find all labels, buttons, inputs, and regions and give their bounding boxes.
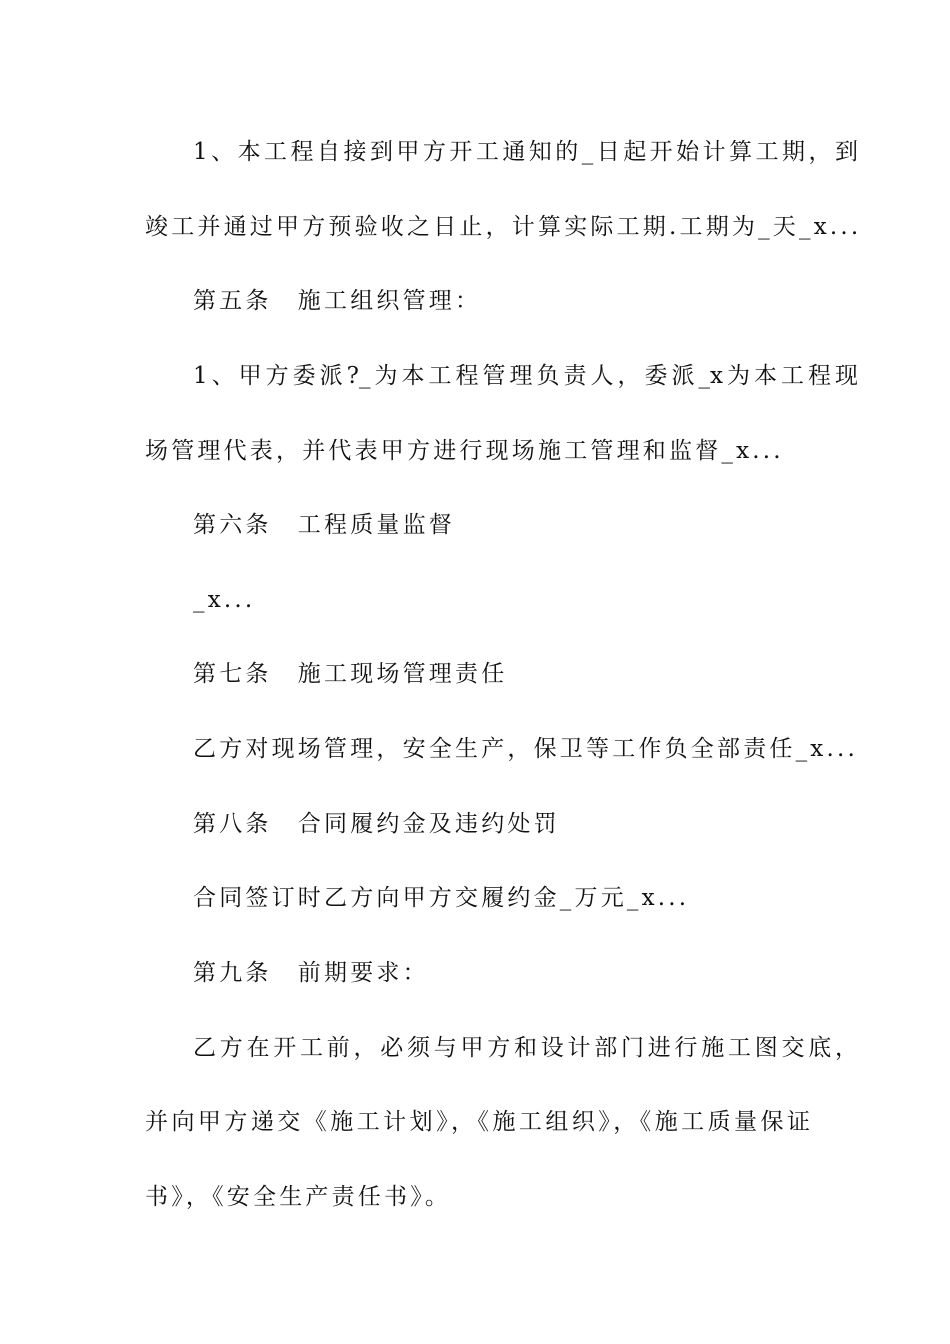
paragraph-line: _x... xyxy=(193,587,256,613)
paragraph-line: 1、甲方委派?_为本工程管理负责人，委派_x为本工程现 xyxy=(193,363,858,389)
paragraph-line: 书》，《安全生产责任书》。 xyxy=(145,1184,452,1210)
paragraph-line: 乙方在开工前，必须与甲方和设计部门进行施工图交底， xyxy=(193,1035,858,1061)
article-heading: 第八条 合同履约金及违约处罚 xyxy=(193,811,560,837)
article-heading: 第七条 施工现场管理责任 xyxy=(193,661,508,687)
article-heading: 第九条 前期要求： xyxy=(193,960,429,986)
paragraph-line: 合同签订时乙方向甲方交履约金_万元_x... xyxy=(193,885,690,911)
paragraph-line: 乙方对现场管理，安全生产，保卫等工作负全部责任_x... xyxy=(193,736,859,762)
article-heading: 第五条 施工组织管理： xyxy=(193,288,482,314)
paragraph-line: 并向甲方递交《施工计划》，《施工组织》，《施工质量保证 xyxy=(145,1109,810,1135)
paragraph-line: 1、本工程自接到甲方开工通知的_日起开始计算工期，到 xyxy=(193,139,858,165)
article-heading: 第六条 工程质量监督 xyxy=(193,512,455,538)
paragraph-line: 竣工并通过甲方预验收之日止，计算实际工期.工期为_天_x... xyxy=(145,214,862,240)
paragraph-line: 场管理代表，并代表甲方进行现场施工管理和监督_x... xyxy=(145,438,784,464)
